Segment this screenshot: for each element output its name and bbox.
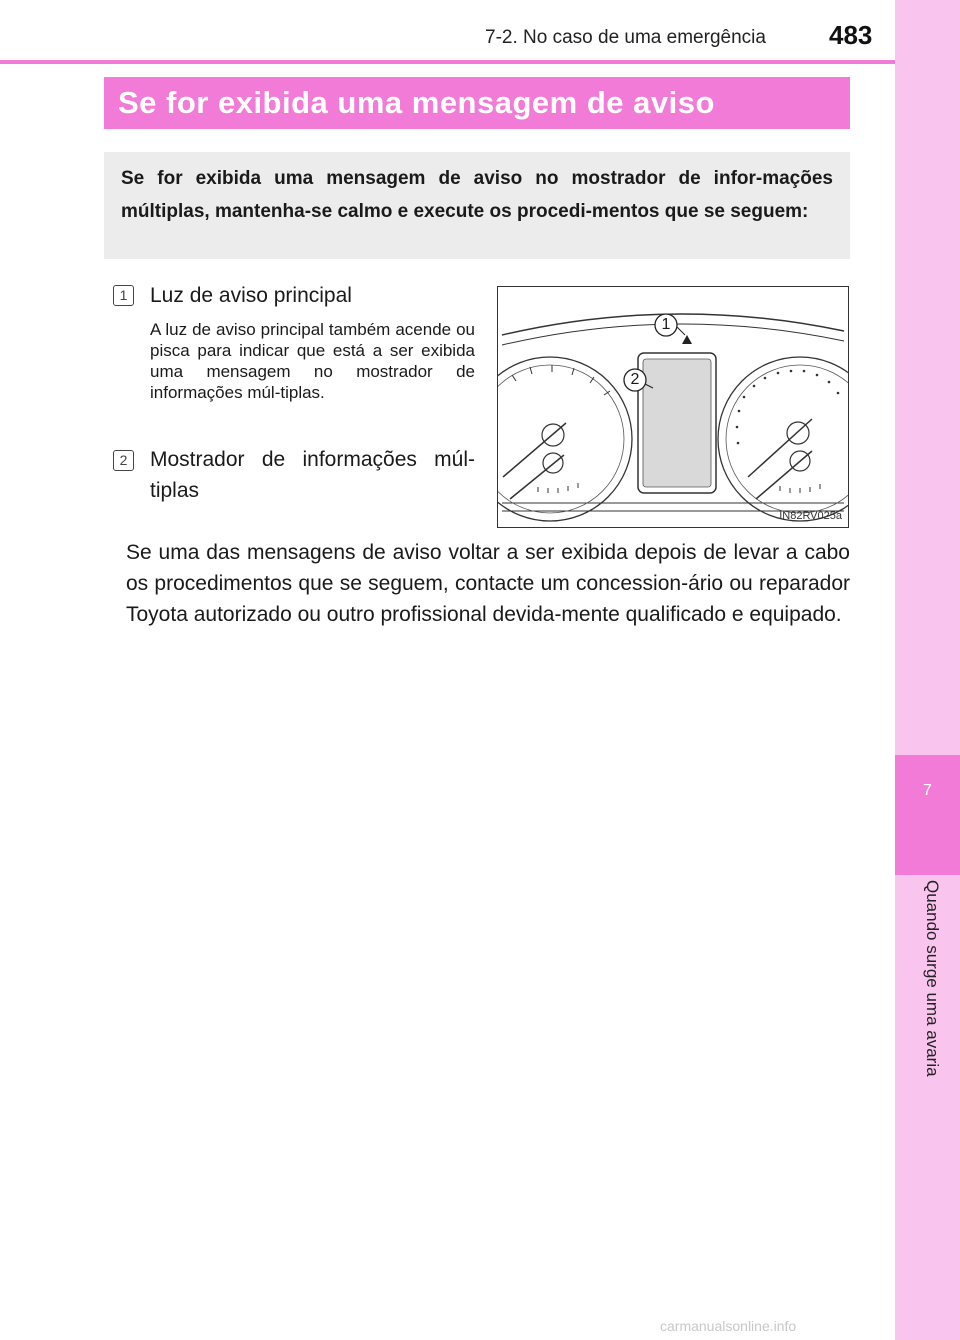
chapter-title: Quando surge uma avaria (923, 880, 942, 1077)
section-title: Se for exibida uma mensagem de aviso (118, 85, 715, 120)
item-2-marker: 2 (113, 450, 134, 471)
section-title-bar (104, 77, 850, 129)
figure-callout-1: 1 (661, 316, 671, 333)
item-1-marker: 1 (113, 285, 134, 306)
chapter-number: 7 (923, 782, 932, 799)
chapter-side-tab (895, 0, 960, 1340)
instrument-cluster-figure (497, 286, 849, 528)
header-rule (0, 60, 895, 64)
figure-id: IN82RV025a (779, 510, 842, 522)
chapter-tab-active (895, 755, 960, 875)
intro-box (104, 152, 850, 259)
item-1-description: A luz de aviso principal também acende ou pisca para indicar que está a ser exibida uma mensagem no mostrador de informações múl-tiplas. (150, 320, 475, 402)
intro-text: Se for exibida uma mensagem de aviso no mostrador de infor-mações múltiplas, mantenha-se calmo e execute os procedi-mentos que se seguem: (121, 168, 833, 222)
item-2-title: Mostrador de informações múl-tiplas (150, 448, 475, 502)
watermark: carmanualsonline.info (660, 1318, 797, 1334)
body-paragraph: Se uma das mensagens de aviso voltar a ser exibida depois de levar a cabo os procedimentos que se seguem, contacte um concession-ário ou reparador Toyota autorizado ou outro profissional devida-mente qualificado e equipado. (126, 541, 850, 626)
page-number: 483 (829, 20, 873, 50)
item-1-title: Luz de aviso principal (150, 284, 352, 307)
header-section-title: 7-2. No caso de uma emergência (485, 27, 766, 48)
figure-callout-2: 2 (630, 371, 640, 388)
instrument-cluster-illustration (498, 287, 848, 527)
